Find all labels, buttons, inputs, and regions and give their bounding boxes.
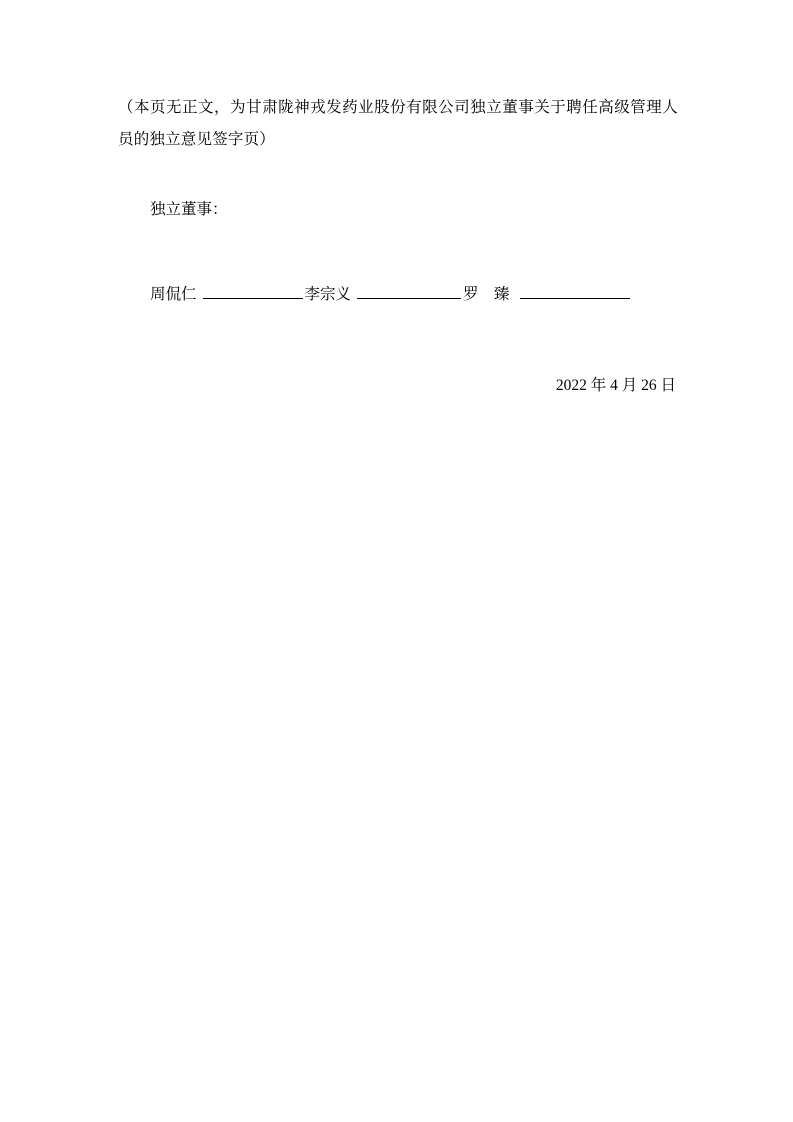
signature-line-2[interactable] xyxy=(357,282,461,299)
independent-directors-label: 独立董事： xyxy=(150,200,228,218)
document-date: 2022 年 4 月 26 日 xyxy=(555,376,676,394)
document-body xyxy=(118,92,678,401)
signature-line-3[interactable] xyxy=(520,282,630,299)
signatory-name-3: 罗 臻 xyxy=(463,285,510,303)
signature-line-1[interactable] xyxy=(203,282,303,299)
signature-row xyxy=(118,279,678,310)
intro-paragraph: （本页无正文，为甘肃陇神戎发药业股份有限公司独立董事关于聘任高级管理人员的独立意见签字页） xyxy=(118,99,678,148)
date-row xyxy=(118,370,678,401)
signatory-name-2: 李宗义 xyxy=(304,285,352,303)
signatory-name-1: 周侃仁 xyxy=(150,285,197,303)
